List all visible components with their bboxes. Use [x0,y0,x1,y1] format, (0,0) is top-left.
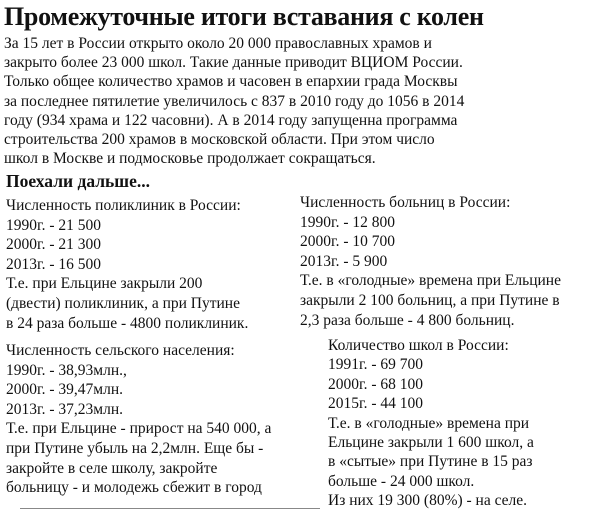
polyclinics-line: в 24 раза больше - 4800 поликлиник. [6,314,249,332]
rural-line: 1990г. - 38,93млн., [6,361,127,379]
schools-line: больше - 24 000 школ. [328,472,475,490]
schools-block [328,336,534,511]
schools-line: Ельцине закрыли 1 600 школ, а [328,434,534,452]
polyclinics-line: Т.е. при Ельцине закрыли 200 [6,275,203,293]
hospitals-line: 2000г. - 10 700 [300,233,396,251]
schools-heading: Количество школ в России: [328,337,509,354]
schools-line: 2000г. - 68 100 [328,375,424,393]
intro-line: За 15 лет в России открыто около 20 000 православных храмов и [4,35,432,52]
intro-line: школ в Москве и подмосковье продолжает сокращаться. [4,150,376,168]
intro-line: за последнее пятилетие увеличилось с 837 в 2010 году до 1056 в 2014 [4,92,465,110]
schools-line: 2015г. - 44 100 [328,395,424,413]
schools-line: 1991г. - 69 700 [328,356,424,374]
intro-paragraph [4,34,600,168]
polyclinics-block [6,196,248,333]
rural-line: больницу - и молодежь сбежит в город [6,479,262,497]
hospitals-heading: Численность больниц в России: [300,194,511,211]
polyclinics-heading: Численность поликлиник в России: [6,197,241,214]
hospitals-line: 2013г. - 5 900 [300,252,388,270]
intro-line: строительства 200 храмов в московской области. При этом число [4,131,435,149]
schools-line: Т.е. в «голодные» времена при [328,414,530,432]
article-title: Промежуточные итоги вставания с колен [4,2,484,31]
intro-line: Только общее количество храмов и часовен в епархии града Москвы [4,73,458,91]
polyclinics-line: (двести) поликлиник, а при Путине [6,294,240,312]
rural-line: закройте в селе школу, закройте [6,459,218,477]
rural-line: при Путине убыль на 2,2млн. Еще бы - [6,439,264,457]
polyclinics-line: 1990г. - 21 500 [6,216,102,234]
hospitals-line: 2,3 раза больше - 4 800 больниц. [300,311,515,329]
rural-heading: Численность сельского населения: [6,342,235,359]
intro-line: году (934 храма и 122 часовни). А в 2014 году запущенна программа [4,111,458,129]
hospitals-line: 1990г. - 12 800 [300,213,396,231]
rural-population-block [6,341,271,498]
rural-line: Т.е. при Ельцине - прирост на 540 000, а [6,420,272,438]
polyclinics-line: 2013г. - 16 500 [6,255,102,273]
rural-line: 2000г. - 39,47млн. [6,381,123,399]
rural-line: 2013г. - 37,23млн. [6,400,123,418]
hospitals-block [300,193,561,330]
section-subheading: Поехали дальше... [6,171,150,191]
hospitals-line: закрыли 2 100 больниц, а при Путине в [300,291,560,309]
schools-line: Из них 19 300 (80%) - на селе. [328,492,528,510]
intro-line: закрыто более 23 000 школ. Такие данные приводит ВЦИОМ России. [4,54,463,72]
hospitals-line: Т.е. в «голодные» времена при Ельцине [300,272,561,290]
bottom-divider [20,508,320,509]
schools-line: в «сытые» при Путине в 15 раз [328,453,533,471]
polyclinics-line: 2000г. - 21 300 [6,236,102,254]
